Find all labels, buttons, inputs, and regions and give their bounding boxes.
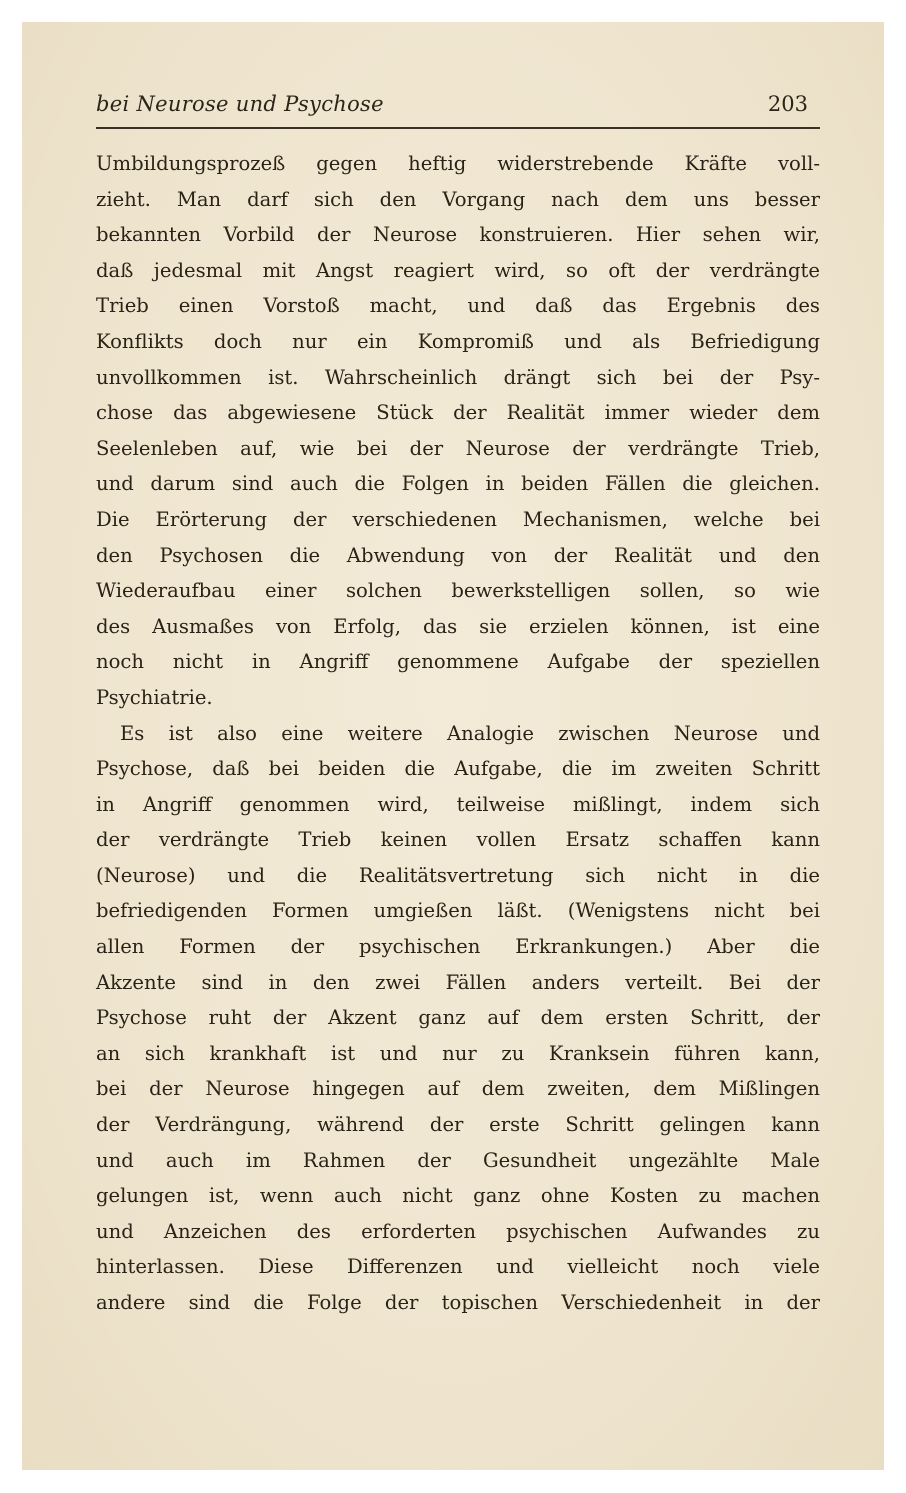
text-line: (Neurose) und die Realitätsvertretung sich nicht in die xyxy=(96,863,820,887)
text-line: Psychose ruht der Akzent ganz auf dem ersten Schritt, der xyxy=(96,1006,820,1030)
text-line: und Anzeichen des erforderten psychischen Aufwandes zu xyxy=(96,1219,820,1243)
header-rule xyxy=(96,127,820,129)
text-line: des Ausmaßes von Erfolg, das sie erzielen können, ist eine xyxy=(96,614,820,638)
running-title: bei Neurose und Psychose xyxy=(96,92,384,116)
text-line: an sich krankhaft ist und nur zu Kranksein führen kann, xyxy=(96,1041,820,1065)
text-line: Wiederaufbau einer solchen bewerkstelligen sollen, so wie xyxy=(96,579,820,603)
text-line: gelungen ist, wenn auch nicht ganz ohne Kosten zu machen xyxy=(96,1184,820,1208)
text-line: der Verdrängung, während der erste Schritt gelingen kann xyxy=(96,1113,820,1137)
text-line: chose das abgewiesene Stück der Realität immer wieder dem xyxy=(96,401,820,425)
text-line: bekannten Vorbild der Neurose konstruieren. Hier sehen wir, xyxy=(96,223,820,247)
text-line: Die Erörterung der verschiedenen Mechanismen, welche bei xyxy=(96,507,820,531)
body-text xyxy=(96,146,820,1321)
text-line: Seelenleben auf, wie bei der Neurose der verdrängte Trieb, xyxy=(96,436,820,460)
text-line: andere sind die Folge der topischen Verschiedenheit in der xyxy=(96,1291,820,1314)
text-line: Psychiatrie. xyxy=(96,685,213,709)
text-line: befriedigenden Formen umgießen läßt. (Wenigstens nicht bei xyxy=(96,899,820,923)
text-line: Trieb einen Vorstoß macht, und daß das Ergebnis des xyxy=(96,294,820,318)
text-line: bei der Neurose hingegen auf dem zweiten, dem Mißlingen xyxy=(96,1077,820,1101)
text-line: daß jedesmal mit Angst reagiert wird, so oft der verdrängte xyxy=(96,258,820,282)
text-line: noch nicht in Angriff genommene Aufgabe der speziellen xyxy=(96,650,820,674)
text-line: Umbildungsprozeß gegen heftig widerstrebende Kräfte voll- xyxy=(96,152,820,175)
text-line: Psychose, daß bei beiden die Aufgabe, die im zweiten Schritt xyxy=(96,757,820,781)
text-line: den Psychosen die Abwendung von der Realität und den xyxy=(96,543,820,567)
text-line: der verdrängte Trieb keinen vollen Ersatz schaffen kann xyxy=(96,828,820,852)
text-line: in Angriff genommen wird, teilweise mißlingt, indem sich xyxy=(96,792,820,816)
text-line: und auch im Rahmen der Gesundheit ungezählte Male xyxy=(96,1148,820,1172)
text-line: hinterlassen. Diese Differenzen und vielleicht noch viele xyxy=(96,1255,820,1279)
text-line: unvollkommen ist. Wahrscheinlich drängt sich bei der Psy- xyxy=(96,365,820,389)
page-header xyxy=(96,90,820,130)
text-line: zieht. Man darf sich den Vorgang nach dem uns besser xyxy=(96,187,820,211)
paragraph xyxy=(96,146,820,716)
text-line: und darum sind auch die Folgen in beiden Fällen die gleichen. xyxy=(96,472,820,496)
text-line: Akzente sind in den zwei Fällen anders verteilt. Bei der xyxy=(96,970,820,994)
text-line: Konflikts doch nur ein Kompromiß und als Befriedigung xyxy=(96,329,820,353)
page-number: 203 xyxy=(767,92,808,116)
text-line: allen Formen der psychischen Erkrankungen.) Aber die xyxy=(96,935,820,959)
text-line: Es ist also eine weitere Analogie zwischen Neurose und xyxy=(120,721,820,745)
paragraph xyxy=(96,716,820,1321)
